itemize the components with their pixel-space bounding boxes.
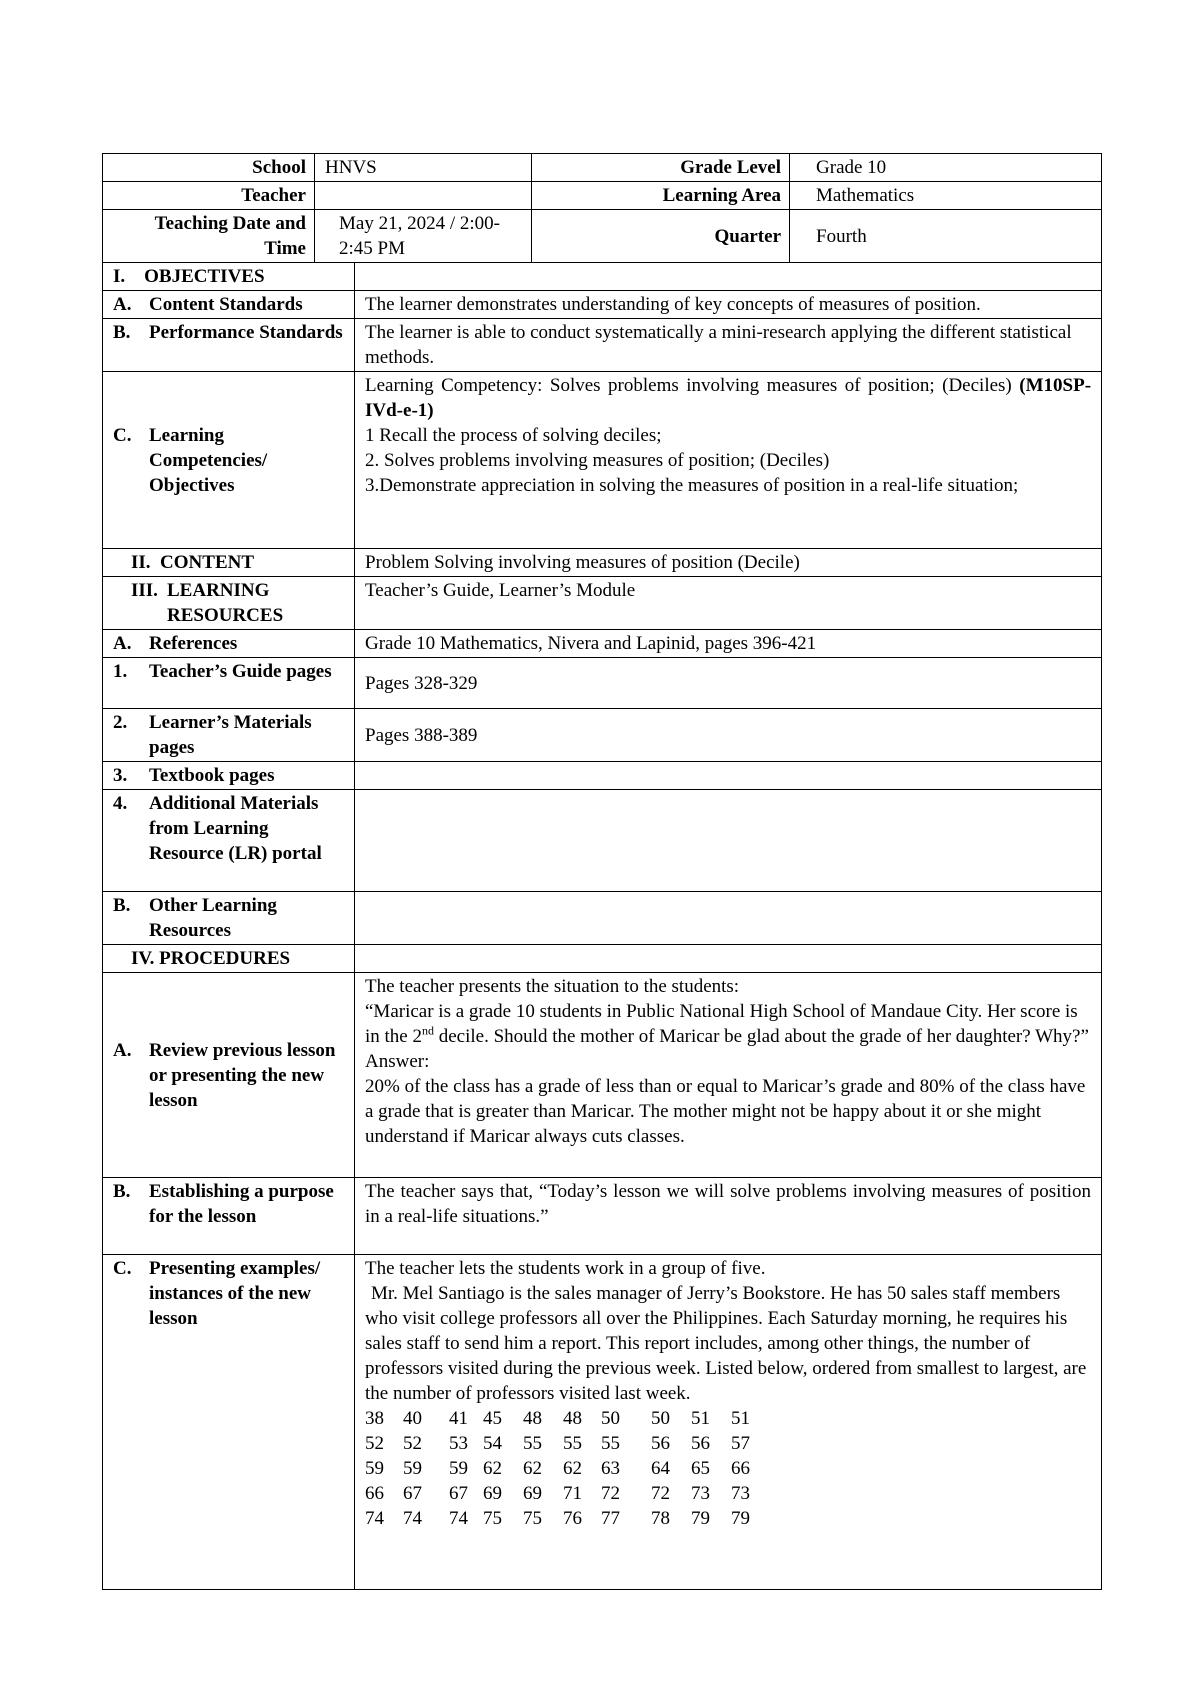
data-row (365, 1481, 1091, 1506)
data-value: 51 (731, 1408, 750, 1429)
data-value: 67 (403, 1483, 422, 1504)
data-value: 48 (523, 1408, 542, 1429)
procedures-heading: IV. PROCEDURES (103, 945, 355, 973)
review-value (355, 973, 1102, 1178)
resources-heading: III. LEARNING RESOURCES (103, 577, 355, 630)
learning-area-value: Mathematics (790, 182, 1102, 210)
content-heading: II. CONTENT (103, 549, 355, 577)
data-value: 72 (651, 1483, 670, 1504)
competency-intro: Learning Competency: Solves problems involving measures of position; (Deciles) (365, 375, 1012, 396)
data-value: 78 (651, 1508, 670, 1529)
data-value: 65 (691, 1458, 710, 1479)
data-value: 67 (449, 1483, 468, 1504)
data-row (365, 1431, 1091, 1456)
content-value: Problem Solving involving measures of position (Decile) (355, 549, 1102, 577)
data-value: 57 (731, 1433, 750, 1454)
data-value: 75 (483, 1508, 502, 1529)
data-value: 73 (691, 1483, 710, 1504)
data-value: 66 (365, 1483, 384, 1504)
data-value: 69 (483, 1483, 502, 1504)
lesson-plan-table (102, 153, 1102, 1590)
content-standards-label: A. Content Standards (103, 291, 355, 319)
examples-value (355, 1255, 1102, 1590)
competency-item: 1 Recall the process of solving deciles; (365, 425, 662, 446)
data-value: 72 (601, 1483, 620, 1504)
data-value: 75 (523, 1508, 542, 1529)
teacher-label: Teacher (103, 182, 315, 210)
date-value: May 21, 2024 / 2:00-2:45 PM (315, 210, 532, 263)
examples-text: Mr. Mel Santiago is the sales manager of Jerry’s Bookstore. He has 50 sales staff members who visit college professors all over the Philippines. Each Saturday morning, he requires his sales staff to send him a report. This report includes, among other things, the number of professors visited during the previous week. Listed below, ordered from smallest to largest, are the number of professors visited last week. (365, 1283, 1087, 1404)
purpose-value: The teacher says that, “Today’s lesson we will solve problems involving measures of position in a real-life situations.” (355, 1178, 1102, 1255)
competency-code: (M10SP-IVd-e-1) (365, 375, 1092, 421)
data-value: 66 (731, 1458, 750, 1479)
data-value: 51 (691, 1408, 710, 1429)
data-row (365, 1506, 1091, 1531)
lm-label: 2. Learner’s Materials pages (103, 709, 355, 762)
date-label: Teaching Date and Time (103, 210, 315, 263)
references-value: Grade 10 Mathematics, Nivera and Lapinid, pages 396-421 (355, 630, 1102, 658)
teacher-value (315, 182, 532, 210)
data-value: 59 (365, 1458, 384, 1479)
data-value: 62 (523, 1458, 542, 1479)
school-value: HNVS (315, 154, 532, 182)
data-value: 52 (403, 1433, 422, 1454)
data-value: 73 (731, 1483, 750, 1504)
procedures-blank (355, 945, 1102, 973)
quarter-label: Quarter (532, 210, 790, 263)
objectives-blank (355, 263, 1102, 291)
data-value: 41 (449, 1408, 468, 1429)
quarter-value: Fourth (790, 210, 1102, 263)
data-value: 56 (691, 1433, 710, 1454)
data-value: 74 (403, 1508, 422, 1529)
data-value: 59 (403, 1458, 422, 1479)
data-values-grid (365, 1406, 1091, 1531)
data-value: 53 (449, 1433, 468, 1454)
competency-item: 2. Solves problems involving measures of position; (Deciles) (365, 450, 830, 471)
learning-area-label: Learning Area (532, 182, 790, 210)
data-value: 55 (601, 1433, 620, 1454)
review-intro: The teacher presents the situation to the students: (365, 976, 740, 997)
data-value: 48 (563, 1408, 582, 1429)
additional-materials-label: 4. Additional Materials from Learning Resource (LR) portal (103, 790, 355, 892)
data-value: 77 (601, 1508, 620, 1529)
data-value: 55 (523, 1433, 542, 1454)
review-quote: “Maricar is a grade 10 students in Public National High School of Mandaue City. Her score is in the 2nd decile. Should the mother of Maricar be glad about the grade of her daughter? Why?” (365, 1001, 1089, 1047)
tg-label: 1. Teacher’s Guide pages (103, 658, 355, 709)
performance-standards-label: B. Performance Standards (103, 319, 355, 372)
data-value: 55 (563, 1433, 582, 1454)
content-standards-value: The learner demonstrates understanding of key concepts of measures of position. (355, 291, 1102, 319)
data-value: 45 (483, 1408, 502, 1429)
review-answer: 20% of the class has a grade of less than or equal to Maricar’s grade and 80% of the class have a grade that is greater than Maricar. The mother might not be happy about it or she might understand if Maricar always cuts classes. (365, 1076, 1086, 1147)
lesson-plan (102, 153, 1101, 1590)
data-value: 54 (483, 1433, 502, 1454)
data-value: 74 (449, 1508, 468, 1529)
grade-level-label: Grade Level (532, 154, 790, 182)
competencies-value (355, 372, 1102, 549)
data-value: 50 (601, 1408, 620, 1429)
lm-value: Pages 388-389 (355, 709, 1102, 762)
competency-item: 3.Demonstrate appreciation in solving the measures of position in a real-life situation; (365, 475, 1019, 496)
textbook-value (355, 762, 1102, 790)
data-value: 63 (601, 1458, 620, 1479)
examples-label: C. Presenting examples/ instances of the new lesson (103, 1255, 355, 1590)
textbook-label: 3. Textbook pages (103, 762, 355, 790)
review-label: A. Review previous lesson or presenting the new lesson (103, 973, 355, 1178)
data-value: 69 (523, 1483, 542, 1504)
data-value: 79 (731, 1508, 750, 1529)
data-value: 50 (651, 1408, 670, 1429)
examples-intro: The teacher lets the students work in a group of five. (365, 1258, 766, 1279)
data-value: 71 (563, 1483, 582, 1504)
competencies-label: C. Learning Competencies/ Objectives (103, 372, 355, 549)
data-value: 74 (365, 1508, 384, 1529)
data-value: 62 (483, 1458, 502, 1479)
other-resources-label: B. Other Learning Resources (103, 892, 355, 945)
objectives-heading: I. OBJECTIVES (103, 263, 355, 291)
data-value: 56 (651, 1433, 670, 1454)
data-value: 38 (365, 1408, 384, 1429)
school-label: School (103, 154, 315, 182)
purpose-label: B. Establishing a purpose for the lesson (103, 1178, 355, 1255)
data-value: 59 (449, 1458, 468, 1479)
resources-value: Teacher’s Guide, Learner’s Module (355, 577, 1102, 630)
other-resources-value (355, 892, 1102, 945)
data-value: 76 (563, 1508, 582, 1529)
tg-value: Pages 328-329 (355, 658, 1102, 709)
data-row (365, 1456, 1091, 1481)
additional-materials-value (355, 790, 1102, 892)
data-value: 79 (691, 1508, 710, 1529)
data-value: 64 (651, 1458, 670, 1479)
review-answer-label: Answer: (365, 1051, 430, 1072)
data-value: 40 (403, 1408, 422, 1429)
data-value: 62 (563, 1458, 582, 1479)
data-row (365, 1406, 1091, 1431)
performance-standards-value: The learner is able to conduct systematically a mini-research applying the different statistical methods. (355, 319, 1102, 372)
references-label: A. References (103, 630, 355, 658)
grade-level-value: Grade 10 (790, 154, 1102, 182)
data-value: 52 (365, 1433, 384, 1454)
